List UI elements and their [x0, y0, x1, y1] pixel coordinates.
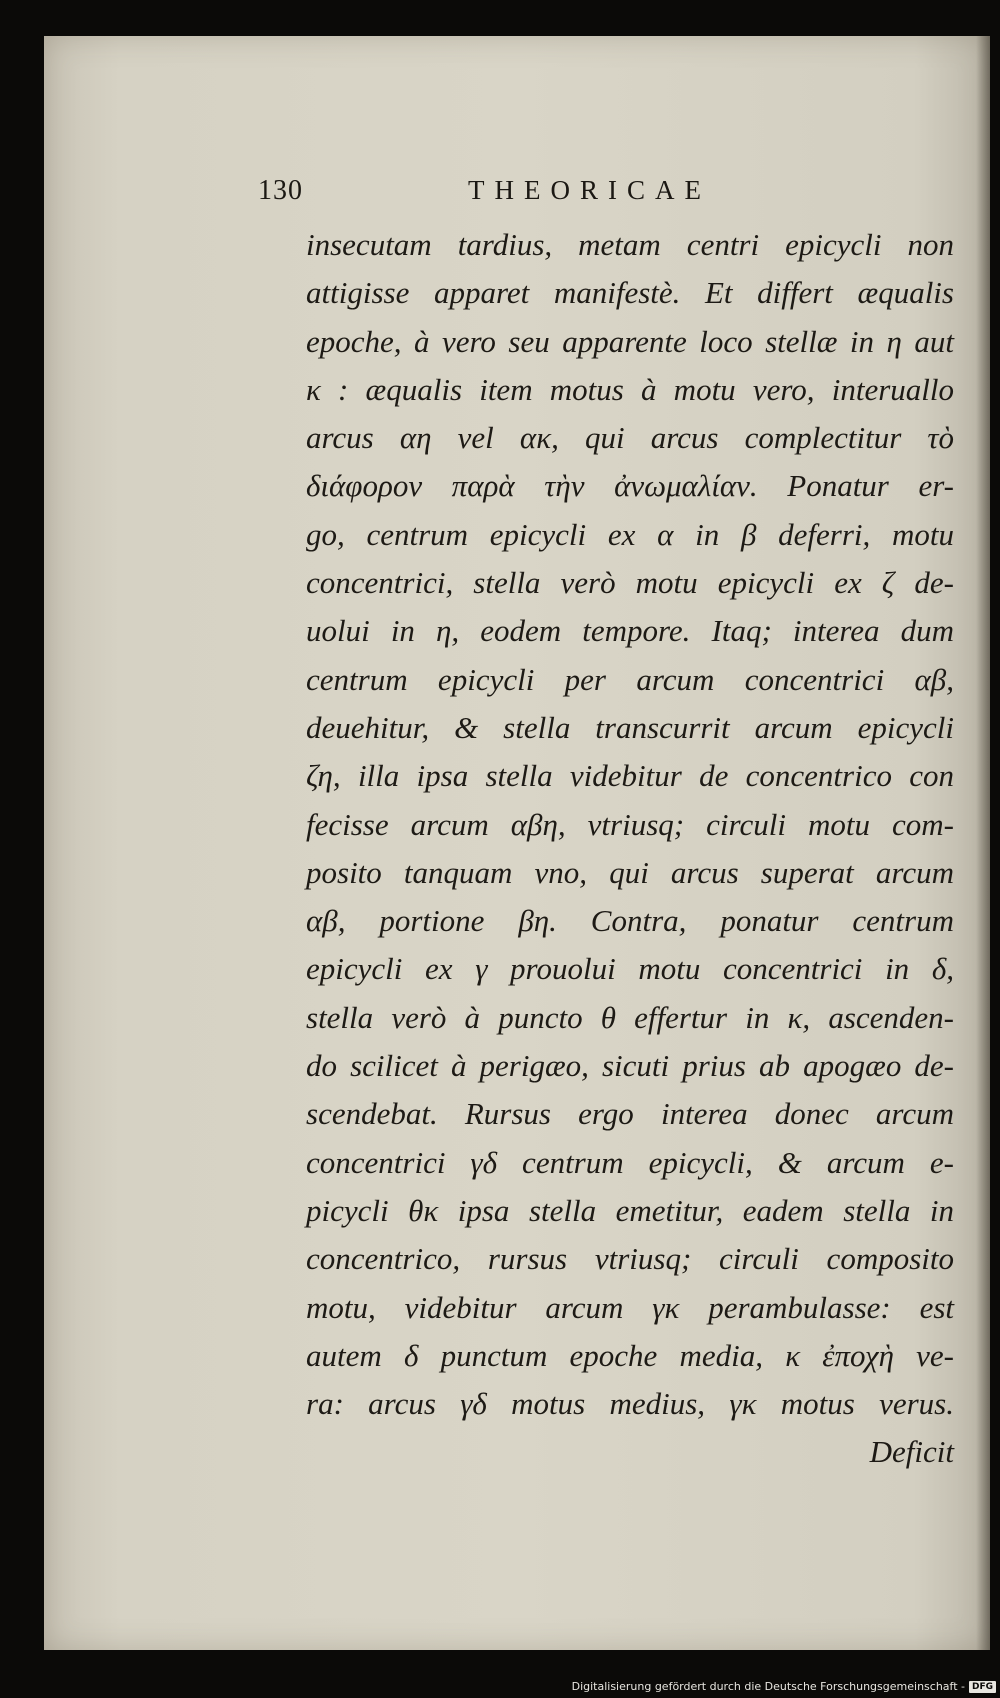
- running-head: [258, 175, 818, 209]
- catchword: Deficit: [869, 1434, 954, 1470]
- text-line: concentrico, rursus vtriusq; circuli composito: [306, 1241, 954, 1277]
- text-line: uolui in η, eodem tempore. Itaq; interea dum: [306, 613, 954, 649]
- page-gutter-shadow: [976, 36, 990, 1650]
- text-line: ra: arcus γδ motus medius, γκ motus verus.: [306, 1386, 954, 1422]
- text-line: posito tanquam vno, qui arcus superat arcum: [306, 854, 954, 890]
- text-line: fecisse arcum αβη, vtriusq; circuli motu com-: [306, 806, 954, 842]
- text-line: concentrici, stella verò motu epicycli ex ζ de-: [306, 565, 954, 601]
- text-line: concentrici γδ centrum epicycli, & arcum e-: [306, 1144, 954, 1180]
- text-line: κ : æqualis item motus à motu vero, interuallo: [306, 371, 954, 407]
- text-line: centrum epicycli per arcum concentrici αβ,: [306, 661, 954, 697]
- text-line: go, centrum epicycli ex α in β deferri, motu: [306, 516, 954, 552]
- text-line: αβ, portione βη. Contra, ponatur centrum: [306, 903, 954, 939]
- text-line: insecutam tardius, metam centri epicycli non: [306, 227, 954, 262]
- text-line: autem δ punctum epoche media, κ ἐποχὴ ve-: [306, 1337, 954, 1373]
- text-line: motu, videbitur arcum γκ perambulasse: est: [306, 1289, 954, 1325]
- text-line: attigisse apparet manifestè. Et differt æqualis: [306, 275, 954, 311]
- text-line: stella verò à puncto θ effertur in κ, ascenden-: [306, 999, 954, 1035]
- dfg-logo: DFG: [969, 1681, 996, 1693]
- text-line: do scilicet à perigæo, sicuti prius ab apogæo de-: [306, 1048, 954, 1084]
- text-line: arcus αη vel ακ, qui arcus complectitur τὸ: [306, 420, 954, 456]
- page-number: 130: [258, 175, 303, 206]
- text-line: deuehitur, & stella transcurrit arcum epicycli: [306, 709, 954, 745]
- running-title: THEORICAE: [468, 175, 711, 205]
- text-line: picycli θκ ipsa stella emetitur, eadem stella in: [306, 1192, 954, 1228]
- text-line: epoche, à vero seu apparente loco stellæ in η aut: [306, 323, 954, 359]
- body-text: [306, 221, 954, 1477]
- text-line: διάφορον παρὰ τὴν ἀνωμαλίαν. Ponatur er-: [306, 468, 954, 504]
- text-line: epicycli ex γ prouolui motu concentrici in δ,: [306, 951, 954, 987]
- digitization-credit: [0, 1678, 996, 1696]
- text-line: ζη, illa ipsa stella videbitur de concentrico con: [306, 758, 954, 794]
- text-line: scendebat. Rursus ergo interea donec arcum: [306, 1096, 954, 1132]
- credit-text: Digitalisierung gefördert durch die Deutsche Forschungsgemeinschaft -: [571, 1680, 965, 1693]
